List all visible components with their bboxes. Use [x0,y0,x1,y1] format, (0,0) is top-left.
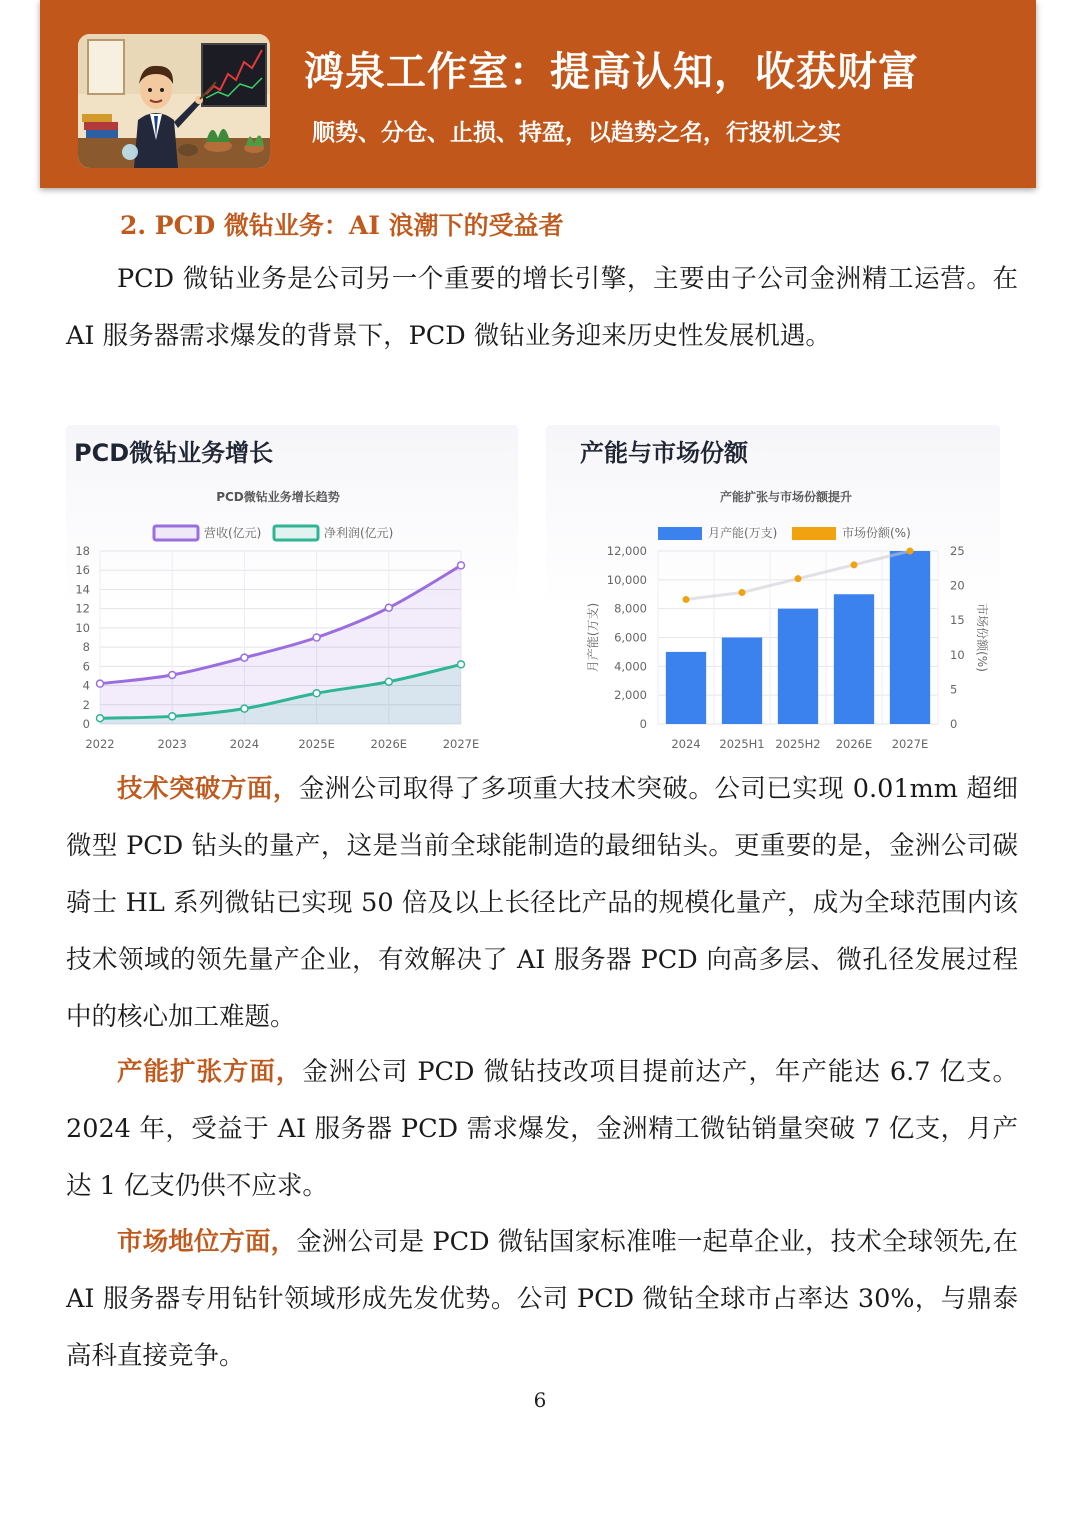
legend-label: 营收(亿元) [204,526,262,540]
x-tick-label: 2022 [85,737,115,751]
bar [834,594,874,724]
paragraph-capacity-lead: 产能扩张方面， [117,1057,303,1087]
legend-swatch [792,527,836,540]
y-tick-label: 6,000 [614,630,647,645]
paragraph-market-lead: 市场地位方面， [117,1227,297,1257]
share-point [851,561,858,568]
paragraph-capacity [66,1044,1018,1215]
y-tick-label: 4,000 [614,659,647,674]
bar [778,609,818,724]
capacity-panel-title: 产能与市场份额 [580,439,748,467]
data-point [97,680,104,687]
paragraph-market [66,1214,1018,1385]
legend-label: 市场份额(%) [842,526,911,540]
trader-illustration [78,34,270,168]
data-point [313,690,320,697]
section-heading: 2. PCD 微钻业务：AI 浪潮下的受益者 [120,211,564,240]
y-tick-label: 18 [75,544,90,558]
x-tick-label: 2027E [891,737,929,751]
y-tick-label: 0 [639,717,647,731]
y-tick-label: 10 [75,620,90,635]
paragraph-capacity-text: 金洲公司 PCD 微钻技改项目提前达产，年产能达 6.7 亿支。2024 年，受益于 AI 服务器 PCD 需求爆发，金洲精工微钻销量突破 7 亿支，月产达 1 亿支仍供不应求。 [66,1057,1018,1201]
y-tick-label: 8 [82,640,90,655]
y-tick-label: 12,000 [606,544,647,558]
paragraph-tech [66,761,1018,1046]
data-point [241,654,248,661]
data-point [385,678,392,685]
banner-subtitle: 顺势、分仓、止损、持盈，以趋势之名，行投机之实 [312,119,841,146]
page-number: 6 [533,1388,547,1412]
legend-swatch [274,526,318,540]
trader-illustration-image [78,34,270,168]
x-tick-label: 2025H2 [775,737,821,751]
growth-panel-title: PCD微钻业务增长 [74,439,274,467]
data-point [169,671,176,678]
x-tick-label: 2024 [229,737,260,751]
y2-tick-label: 0 [950,717,958,731]
y-tick-label: 0 [82,717,90,731]
share-point [739,589,746,596]
y2-tick-label: 5 [950,682,958,697]
legend-label: 月产能(万支) [708,526,778,540]
x-tick-label: 2025E [298,737,335,751]
y2-tick-label: 15 [950,613,965,628]
paragraph-tech-lead: 技术突破方面， [117,774,299,804]
x-tick-label: 2026E [835,737,873,751]
y-tick-label: 12 [75,601,90,616]
y2-tick-label: 25 [950,544,965,558]
y-axis-label: 月产能(万支) [586,602,600,673]
growth-chart-panel [66,425,518,758]
legend-swatch [154,526,198,540]
data-point [385,604,392,611]
y-tick-label: 16 [75,563,90,578]
growth-chart [66,425,518,758]
legend-swatch [658,527,702,540]
chart-title: 产能扩张与市场份额提升 [719,490,853,504]
x-tick-label: 2027E [442,737,480,751]
x-tick-label: 2023 [157,737,187,751]
y-tick-label: 14 [75,582,90,597]
intro-paragraph: PCD 微钻业务是公司另一个重要的增长引擎，主要由子公司金洲精工运营。在 AI 服务器需求爆发的背景下，PCD 微钻业务迎来历史性发展机遇。 [66,264,1018,351]
capacity-chart-panel [546,425,1000,758]
y-tick-label: 10,000 [606,572,647,587]
paragraph-market-text: 金洲公司是 PCD 微钻国家标准唯一起草企业，技术全球领先,在 AI 服务器专用钻针领域形成先发优势。公司 PCD 微钻全球市占率达 30%，与鼎泰高科直接竞争。 [66,1227,1018,1371]
share-point [907,548,914,555]
header-banner [40,0,1036,188]
capacity-chart [546,425,1000,758]
chart-title: PCD微钻业务增长趋势 [216,490,340,504]
paragraph-tech-text: 金洲公司取得了多项重大技术突破。公司已实现 0.01mm 超细微型 PCD 钻头的量产，这是当前全球能制造的最细钻头。更重要的是，金洲公司碳骑士 HL 系列微钻已实现 50 倍及以上长径比产品的规模化量产，成为全球范围内该技术领域的领先量产企业，有效解决了 AI 服务器 PCD 向高多层、微孔径发展过程中的核心加工难题。 [66,774,1018,1032]
y-tick-label: 4 [82,678,90,693]
legend-label: 净利润(亿元) [324,526,394,540]
data-point [313,634,320,641]
bar [722,638,762,725]
y-tick-label: 2,000 [614,688,647,703]
bar [890,551,930,724]
y-tick-label: 2 [82,697,90,712]
x-tick-label: 2026E [370,737,408,751]
bar [666,652,706,724]
data-point [169,713,176,720]
y-tick-label: 8,000 [614,601,647,616]
share-point [795,575,802,582]
data-point [97,715,104,722]
banner-title: 鸿泉工作室：提高认知，收获财富 [304,48,919,95]
y-tick-label: 6 [82,659,90,674]
data-point [458,562,465,569]
x-tick-label: 2025H1 [719,737,765,751]
y2-axis-label: 市场份额(%) [975,603,989,672]
share-point [683,596,690,603]
y2-tick-label: 10 [950,647,965,662]
y2-tick-label: 20 [950,578,965,593]
data-point [241,705,248,712]
x-tick-label: 2024 [671,737,701,751]
data-point [458,661,465,668]
